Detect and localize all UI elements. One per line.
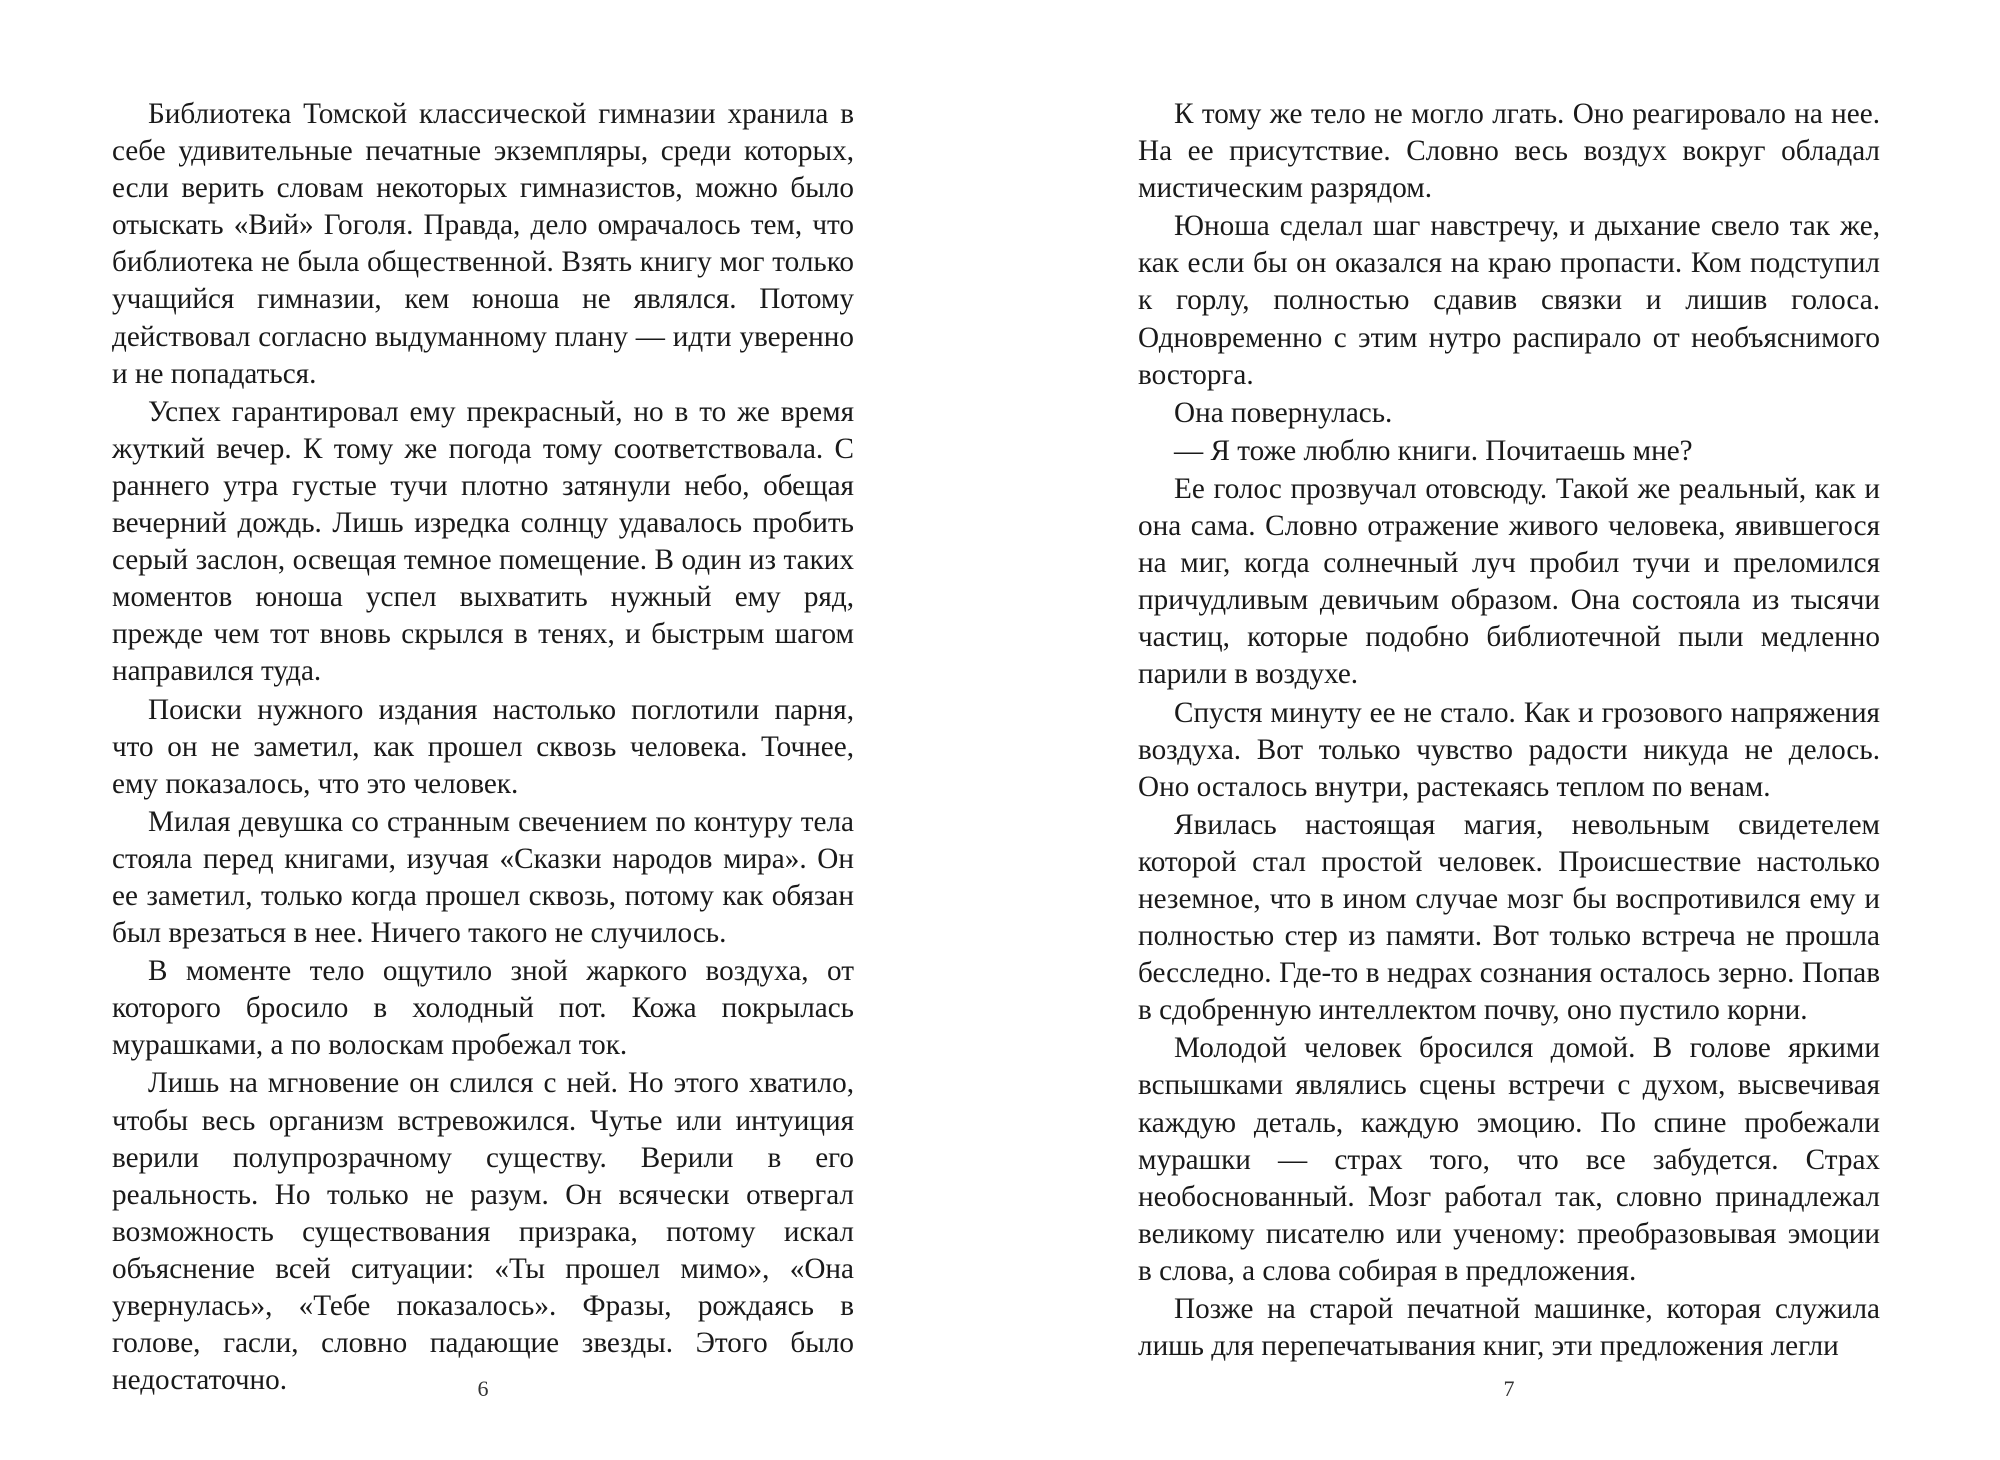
paragraph: Библиотека Томской классической гимназии хранила в себе удивительные печатные экземпляры, среди которых, если верить словам некоторых гимназистов, можно было отыскать «Вий» Гоголя. Правда, дело омрачалось тем, что библиотека не была общественной. Взять книгу мог только учащийся гимназии, кем юноша не являлся. Потому действовал согласно выдуманному плану — идти уверенно и не попадаться. [112, 98, 854, 390]
paragraph: Лишь на мгновение он слился с ней. Но этого хватило, чтобы весь организм встревожился. Чутье или интуиция верили полупрозрачному существу. Верили в его реальность. Но только не разум. Он всячески отвергал возможность существования призрака, потому искал объяснение всей ситуации: «Ты прошел мимо», «Она увернулась», «Тебе показалось». Фразы, рождаясь в голове, гасли, словно падающие звезды. Этого было недостаточно. [112, 1067, 854, 1397]
left-page-text [112, 96, 854, 1400]
paragraph: Молодой человек бросился домой. В голове яркими вспышками являлись сцены встречи с духом, высвечивая каждую деталь, каждую эмоцию. По спине пробежали мурашки — страх того, что все забудется. Страх необоснованный. Мозг работал так, словно принадлежал великому писателю или ученому: преобразовывая эмоции в слова, а слова собирая в предложения. [1138, 1032, 1880, 1287]
paragraph: Ее голос прозвучал отовсюду. Такой же реальный, как и она сама. Словно отражение живого человека, явившегося на миг, когда солнечный луч пробил тучи и преломился причудливым девичьим образом. Она состояла из тысячи частиц, которые подобно библиотечной пыли медленно парили в воздухе. [1138, 472, 1880, 691]
paragraph: К тому же тело не могло лгать. Оно реагировало на нее. На ее присутствие. Словно весь воздух вокруг обладал мистическим разрядом. [1138, 98, 1880, 205]
paragraph: Спустя минуту ее не стало. Как и грозового напряжения воздуха. Вот только чувство радости никуда не делось. Оно осталось внутри, растекаясь теплом по венам. [1138, 696, 1880, 803]
paragraph: — Я тоже люблю книги. Почитаешь мне? [1174, 434, 1693, 467]
paragraph: Юноша сделал шаг навстречу, и дыхание свело так же, как если бы он оказался на краю пропасти. Ком подступил к горлу, полностью сдавив связки и лишив голоса. Одновременно с этим нутро распирало от необъяснимого восторга. [1138, 210, 1880, 391]
left-page [112, 96, 854, 1401]
paragraph: Позже на старой печатной машинке, которая служила лишь для перепечатывания книг, эти предложения легли [1138, 1293, 1880, 1363]
right-page-text [1138, 96, 1880, 1366]
paragraph: В моменте тело ощутило зной жаркого воздуха, от которого бросило в холодный пот. Кожа покрылась мурашками, а по волоскам пробежал ток. [112, 955, 854, 1062]
left-page-number: 6 [477, 1376, 489, 1401]
paragraph: Она повернулась. [1174, 396, 1393, 429]
paragraph: Явилась настоящая магия, невольным свидетелем которой стал простой человек. Происшествие настолько неземное, что в ином случае мозг бы воспротивился ему и полностью стер из памяти. Вот только встреча не прошла бесследно. Где-то в недрах сознания осталось зерно. Попав в сдобренную интеллектом почву, оно пустило корни. [1138, 808, 1880, 1027]
right-page-number: 7 [1503, 1376, 1515, 1401]
right-page [1138, 96, 1880, 1401]
paragraph: Поиски нужного издания настолько поглотили парня, что он не заметил, как прошел сквозь человека. Точнее, ему показалось, что это человек. [112, 693, 854, 800]
paragraph: Успех гарантировал ему прекрасный, но в то же время жуткий вечер. К тому же погода тому соответствовала. С раннего утра густые тучи плотно затянули небо, обещая вечерний дождь. Лишь изредка солнцу удавалось пробить серый заслон, освещая темное помещение. В один из таких моментов юноша успел выхватить нужный ему ряд, прежде чем тот вновь скрылся в тенях, и быстрым шагом направился туда. [112, 395, 854, 688]
paragraph: Милая девушка со странным свечением по контуру тела стояла перед книгами, изучая «Сказки народов мира». Он ее заметил, только когда прошел сквозь, потому как обязан был врезаться в нее. Ничего такого не случилось. [112, 805, 854, 950]
